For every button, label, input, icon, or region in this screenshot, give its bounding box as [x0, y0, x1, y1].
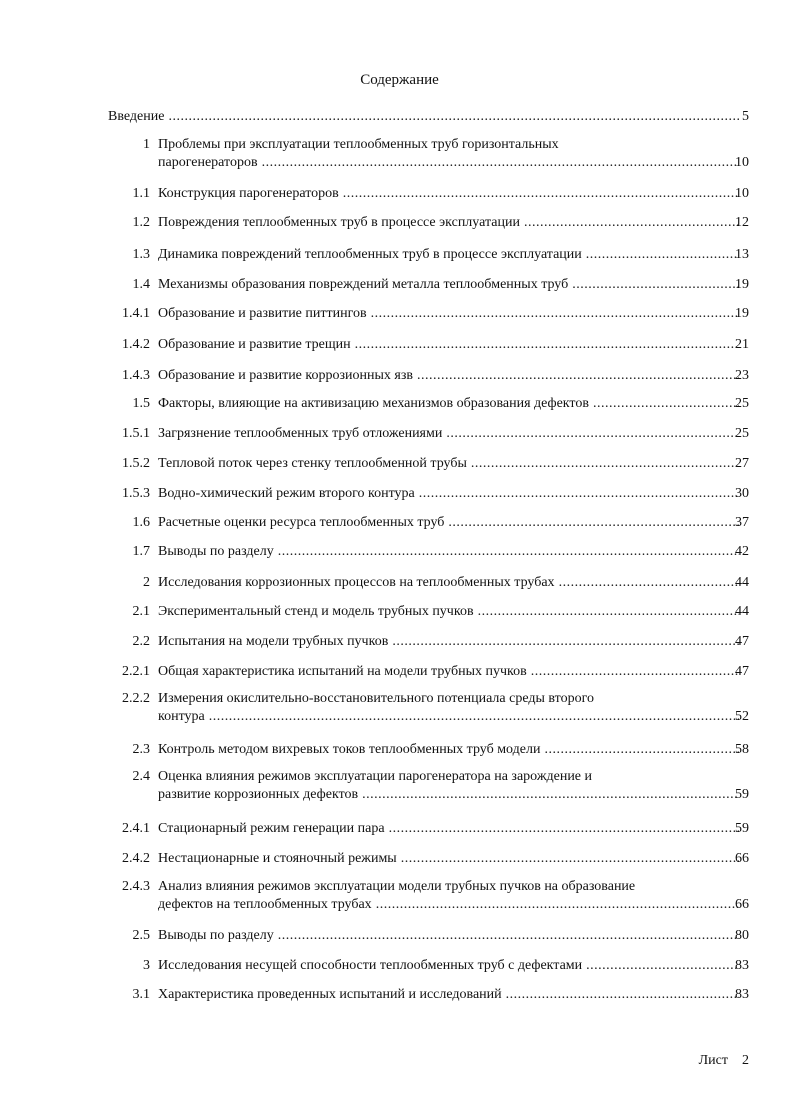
toc-entry-page: 58	[735, 742, 749, 757]
toc-entry-number: 1.6	[132, 515, 150, 530]
toc-entry-page: 83	[735, 958, 749, 973]
toc-entry-page: 83	[735, 987, 749, 1002]
toc-entry-title	[158, 425, 739, 443]
toc-entry-title-text: Исследования несущей способности теплообменных труб с дефектами	[158, 958, 583, 973]
toc-entry-number: 3	[143, 958, 150, 973]
toc-entry-title	[158, 367, 739, 385]
toc-entry-number: 2.4	[132, 769, 150, 784]
toc-entry-page: 59	[735, 787, 749, 802]
dot-leader	[355, 336, 739, 354]
toc-entry-title	[158, 708, 739, 726]
toc-entry-title-text: Тепловой поток через стенку теплообменной трубы	[158, 456, 467, 471]
dot-leader	[376, 896, 739, 914]
toc-entry-title	[158, 663, 739, 681]
dot-leader	[401, 850, 739, 868]
toc-entry-page: 21	[735, 337, 749, 352]
toc-entry-page: 23	[735, 368, 749, 383]
toc-entry-number: 1.3	[132, 247, 150, 262]
toc-entry-title-line: Измерения окислительно-восстановительного потенциала среды второго	[158, 691, 594, 706]
toc-entry-title-text: дефектов на теплообменных трубах	[158, 897, 372, 912]
dot-leader	[392, 633, 739, 651]
toc-entry-title-line: Оценка влияния режимов эксплуатации парогенератора на зарождение и	[158, 769, 593, 784]
sheet-label: Лист	[698, 1053, 728, 1068]
toc-entry-title-line: Анализ влияния режимов эксплуатации модели трубных пучков на образование	[158, 879, 636, 894]
toc-entry-number: 2.3	[132, 742, 150, 757]
dot-leader	[343, 185, 739, 203]
toc-entry-number: 2.4.3	[122, 879, 150, 894]
toc-entry-page: 19	[735, 277, 749, 292]
toc-entry-page: 66	[735, 897, 749, 912]
toc-entry-title-text: Экспериментальный стенд и модель трубных пучков	[158, 604, 474, 619]
toc-entry-title	[158, 455, 739, 473]
toc-entry-title-text: Расчетные оценки ресурса теплообменных труб	[158, 515, 445, 530]
toc-entry-page: 10	[735, 155, 749, 170]
toc-entry-page: 13	[735, 247, 749, 262]
toc-entry-number: 2.2	[132, 634, 150, 649]
toc-entry-title	[158, 633, 739, 651]
toc-entry-title	[158, 305, 739, 323]
toc-entry-title	[158, 154, 739, 172]
dot-leader	[262, 154, 739, 172]
dot-leader	[506, 986, 739, 1004]
toc-entry-title-text: Повреждения теплообменных труб в процессе эксплуатации	[158, 215, 520, 230]
toc-entry-title	[158, 603, 739, 621]
toc-entry-page: 80	[735, 928, 749, 943]
toc-entry-page: 59	[735, 821, 749, 836]
toc-entry-number: 3.1	[132, 987, 150, 1002]
toc-entry-title	[158, 395, 739, 413]
toc-entry-page: 44	[735, 575, 749, 590]
dot-leader	[478, 603, 739, 621]
toc-entry-number: 2.4.2	[122, 851, 150, 866]
toc-entry-title-text: Общая характеристика испытаний на модели трубных пучков	[158, 664, 527, 679]
toc-entry-title	[158, 514, 739, 532]
toc-entry-number: 2	[143, 575, 150, 590]
dot-leader	[209, 708, 739, 726]
toc-entry-page: 27	[735, 456, 749, 471]
toc-entry-title-text: Загрязнение теплообменных труб отложениями	[158, 426, 443, 441]
toc-entry-number: 2.1	[132, 604, 150, 619]
toc-entry-title	[158, 957, 739, 975]
toc-entry-title	[158, 246, 739, 264]
dot-leader	[168, 108, 739, 126]
toc-entry-title-text: Испытания на модели трубных пучков	[158, 634, 389, 649]
toc-entry-number: 1.4.1	[122, 306, 150, 321]
toc-entry-title	[158, 185, 739, 203]
page-title: Содержание	[360, 72, 439, 88]
toc-entry-page: 5	[742, 109, 749, 124]
toc-entry-page: 10	[735, 186, 749, 201]
toc-entry-title-text: Механизмы образования повреждений металла теплообменных труб	[158, 277, 569, 292]
toc-entry-title-text: Образование и развитие питтингов	[158, 306, 367, 321]
toc-entry-number: 1.5.3	[122, 486, 150, 501]
toc-entry-number: 1.5.2	[122, 456, 150, 471]
toc-entry-title-text: Характеристика проведенных испытаний и исследований	[158, 987, 502, 1002]
toc-entry-title-text: Выводы по разделу	[158, 544, 274, 559]
toc-entry-page: 66	[735, 851, 749, 866]
toc-entry-number: 1	[143, 137, 150, 152]
toc-entry-page: 25	[735, 426, 749, 441]
toc-entry-title-text: парогенераторов	[158, 155, 258, 170]
toc-entry-title-text: Факторы, влияющие на активизацию механизмов образования дефектов	[158, 396, 589, 411]
toc-entry-title-text: Образование и развитие трещин	[158, 337, 351, 352]
toc-entry-title	[158, 927, 739, 945]
toc-entry-title-text: Контроль методом вихревых токов теплообменных труб модели	[158, 742, 541, 757]
toc-entry-title-text: Выводы по разделу	[158, 928, 274, 943]
dot-leader	[446, 425, 739, 443]
toc-entry-number: 1.4.2	[122, 337, 150, 352]
toc-entry-page: 44	[735, 604, 749, 619]
dot-leader	[362, 786, 739, 804]
toc-entry-title	[158, 485, 739, 503]
toc-entry-number: 1.7	[132, 544, 150, 559]
toc-entry-title-text: контура	[158, 709, 205, 724]
toc-entry-page: 30	[735, 486, 749, 501]
sheet-number: 2	[742, 1053, 749, 1068]
dot-leader	[278, 927, 739, 945]
toc-entry-title	[158, 820, 739, 838]
toc-entry-title	[158, 786, 739, 804]
toc-entry-title	[158, 214, 739, 232]
toc-entry-title	[108, 108, 739, 126]
toc-entry-number: 1.5.1	[122, 426, 150, 441]
toc-entry-title-text: Исследования коррозионных процессов на теплообменных трубах	[158, 575, 555, 590]
dot-leader	[471, 455, 739, 473]
toc-entry-title	[158, 276, 739, 294]
toc-entry-number: 1.2	[132, 215, 150, 230]
toc-entry-number: 2.5	[132, 928, 150, 943]
sheet-footer	[685, 1052, 749, 1070]
dot-leader	[389, 820, 739, 838]
toc-entry-page: 19	[735, 306, 749, 321]
dot-leader	[371, 305, 739, 323]
dot-leader	[448, 514, 739, 532]
toc-entry-page: 47	[735, 664, 749, 679]
toc-entry-title-text: Стационарный режим генерации пара	[158, 821, 385, 836]
dot-leader	[531, 663, 739, 681]
toc-entry-number: 2.2.2	[122, 691, 150, 706]
dot-leader	[524, 214, 739, 232]
toc-entry-page: 52	[735, 709, 749, 724]
toc-entry-title-text: Нестационарные и стояночный режимы	[158, 851, 397, 866]
toc-entry-title	[158, 986, 739, 1004]
toc-entry-title-text: развитие коррозионных дефектов	[158, 787, 359, 802]
toc-entry-title-text: Водно-химический режим второго контура	[158, 486, 415, 501]
toc-entry-title	[158, 850, 739, 868]
toc-entry-number: 1.5	[132, 396, 150, 411]
toc-entry-title	[158, 896, 739, 914]
toc-entry-number: 2.4.1	[122, 821, 150, 836]
toc-entry-page: 42	[735, 544, 749, 559]
toc-entry-page: 25	[735, 396, 749, 411]
toc-entry-number: 1.4	[132, 277, 150, 292]
toc-entry-title	[158, 574, 739, 592]
dot-leader	[419, 485, 739, 503]
toc-entry-title-text: Динамика повреждений теплообменных труб в процессе эксплуатации	[158, 247, 582, 262]
toc-entry-title-text: Конструкция парогенераторов	[158, 186, 339, 201]
toc-entry-number: 1.4.3	[122, 368, 150, 383]
toc-entry-title-line: Проблемы при эксплуатации теплообменных труб горизонтальных	[158, 137, 559, 152]
toc-entry-number: 2.2.1	[122, 664, 150, 679]
toc-entry-page: 12	[735, 215, 749, 230]
toc-entry-page: 37	[735, 515, 749, 530]
toc-entry-title	[158, 336, 739, 354]
toc-entry-number: 1.1	[132, 186, 150, 201]
toc-entry-title-text: Введение	[108, 109, 165, 124]
toc-entry-page: 47	[735, 634, 749, 649]
dot-leader	[417, 367, 739, 385]
toc-entry-title-text: Образование и развитие коррозионных язв	[158, 368, 413, 383]
toc-entry-title	[158, 543, 739, 561]
dot-leader	[278, 543, 739, 561]
toc-entry-title	[158, 741, 739, 759]
